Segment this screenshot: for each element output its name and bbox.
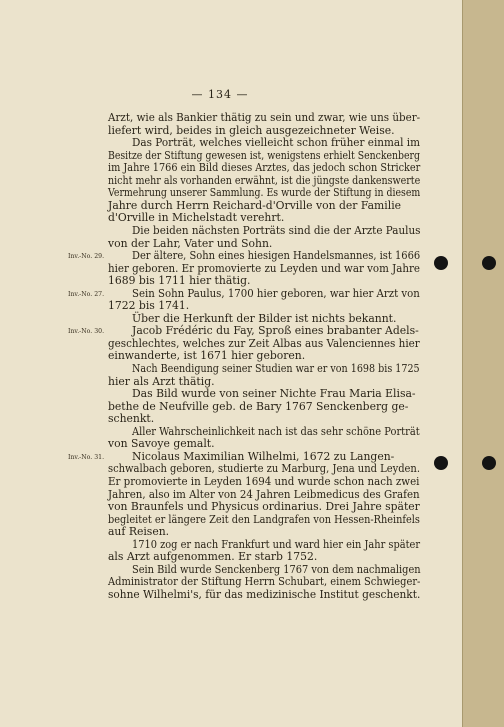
text-line: von Savoye gemalt. — [108, 437, 215, 451]
inventory-number-note: Inv.-No. 27. — [68, 290, 105, 298]
text-line: 1689 bis 1711 hier thätig. — [108, 274, 251, 288]
text-line: Das Bild wurde von seiner Nichte Frau Maria Elisa- — [132, 387, 416, 401]
text-line: Jahren, also im Alter von 24 Jahren Leibmedicus des Grafen — [108, 487, 420, 501]
text-line: einwanderte, ist 1671 hier geboren. — [108, 349, 306, 363]
text-line: Arzt, wie als Bankier thätig zu sein und zwar, wie uns über- — [108, 111, 421, 124]
text-line: Der ältere, Sohn eines hiesigen Handelsmannes, ist 1666 — [132, 249, 421, 263]
text-line: hier geboren. Er promovierte zu Leyden und war vom Jahre — [108, 261, 420, 275]
text-line: Die beiden nächsten Porträts sind die der Arzte Paulus — [132, 223, 421, 237]
text-line: bethe de Neufville geb. de Bary 1767 Senckenberg ge- — [108, 399, 409, 413]
text-line: Aller Wahrscheinlichkeit nach ist das sehr schöne Porträt — [132, 424, 420, 438]
text-line: 1710 zog er nach Frankfurt und ward hier ein Jahr später — [132, 537, 421, 551]
text-line: 1722 bis 1741. — [108, 299, 190, 313]
binding-hole-icon — [482, 256, 496, 270]
text-line: Administrator der Stiftung Herrn Schubart, einem Schwieger- — [108, 575, 421, 589]
text-line: Besitze der Stiftung gewesen ist, wenigstens erhielt Senckenberg — [108, 148, 420, 162]
text-line: Nicolaus Maximilian Wilhelmi, 1672 zu Langen- — [132, 449, 395, 463]
text-line: Vermehrung unserer Sammlung. Es wurde der Stiftung in diesem — [108, 186, 421, 200]
text-line: Das Porträt, welches vielleicht schon früher einmal im — [132, 136, 421, 150]
text-line: Nach Beendigung seiner Studien war er von 1698 bis 1725 — [132, 362, 420, 375]
inventory-number-note: Inv.-No. 31. — [68, 453, 105, 461]
text-line: Über die Herkunft der Bilder ist nichts bekannt. — [132, 311, 397, 325]
text-line: Jahre durch Herrn Reichard-d'Orville von der Familie — [108, 198, 402, 212]
text-line: Sein Bild wurde Senckenberg 1767 von dem nachmaligen — [132, 562, 421, 576]
text-line: im Jahre 1766 ein Bild dieses Arztes, das jedoch schon Stricker — [108, 161, 421, 175]
text-line: schwalbach geboren, studierte zu Marburg, Jena und Leyden. — [108, 462, 420, 476]
text-line: geschlechtes, welches zur Zeit Albas aus Valenciennes hier — [108, 336, 420, 350]
adjacent-page-edge — [462, 0, 504, 727]
text-line: d'Orville in Michelstadt verehrt. — [108, 211, 285, 225]
text-line: sohne Wilhelmi's, für das medizinische Institut geschenkt. — [108, 587, 421, 601]
text-line: Jacob Frédéric du Fay, Sproß eines brabanter Adels- — [132, 324, 419, 338]
binding-hole-icon — [434, 456, 448, 470]
binding-hole-icon — [482, 456, 496, 470]
text-line: Er promovierte in Leyden 1694 und wurde schon nach zwei — [108, 474, 420, 488]
text-line: schenkt. — [108, 412, 155, 426]
inventory-number-note: Inv.-No. 30. — [68, 328, 105, 336]
text-line: von Braunfels und Physicus ordinarius. Drei Jahre später — [108, 500, 420, 514]
text-line: nicht mehr als vorhanden erwähnt, ist die jüngste dankenswerte — [108, 173, 421, 187]
binding-hole-icon — [434, 256, 448, 270]
text-line: hier als Arzt thätig. — [108, 374, 215, 388]
text-line: auf Reisen. — [108, 525, 170, 539]
text-line: begleitet er längere Zeit den Landgrafen von Hessen-Rheinfels — [108, 512, 420, 526]
text-line: liefert wird, beides in gleich ausgezeichneter Weise. — [108, 123, 395, 137]
text-line: von der Lahr, Vater und Sohn. — [108, 236, 273, 250]
text-line: als Arzt aufgenommen. Er starb 1752. — [108, 550, 318, 564]
text-line: Sein Sohn Paulus, 1700 hier geboren, war hier Arzt von — [132, 286, 420, 300]
inventory-number-note: Inv.-No. 29. — [68, 253, 105, 261]
page-number: — 134 — — [191, 88, 249, 101]
